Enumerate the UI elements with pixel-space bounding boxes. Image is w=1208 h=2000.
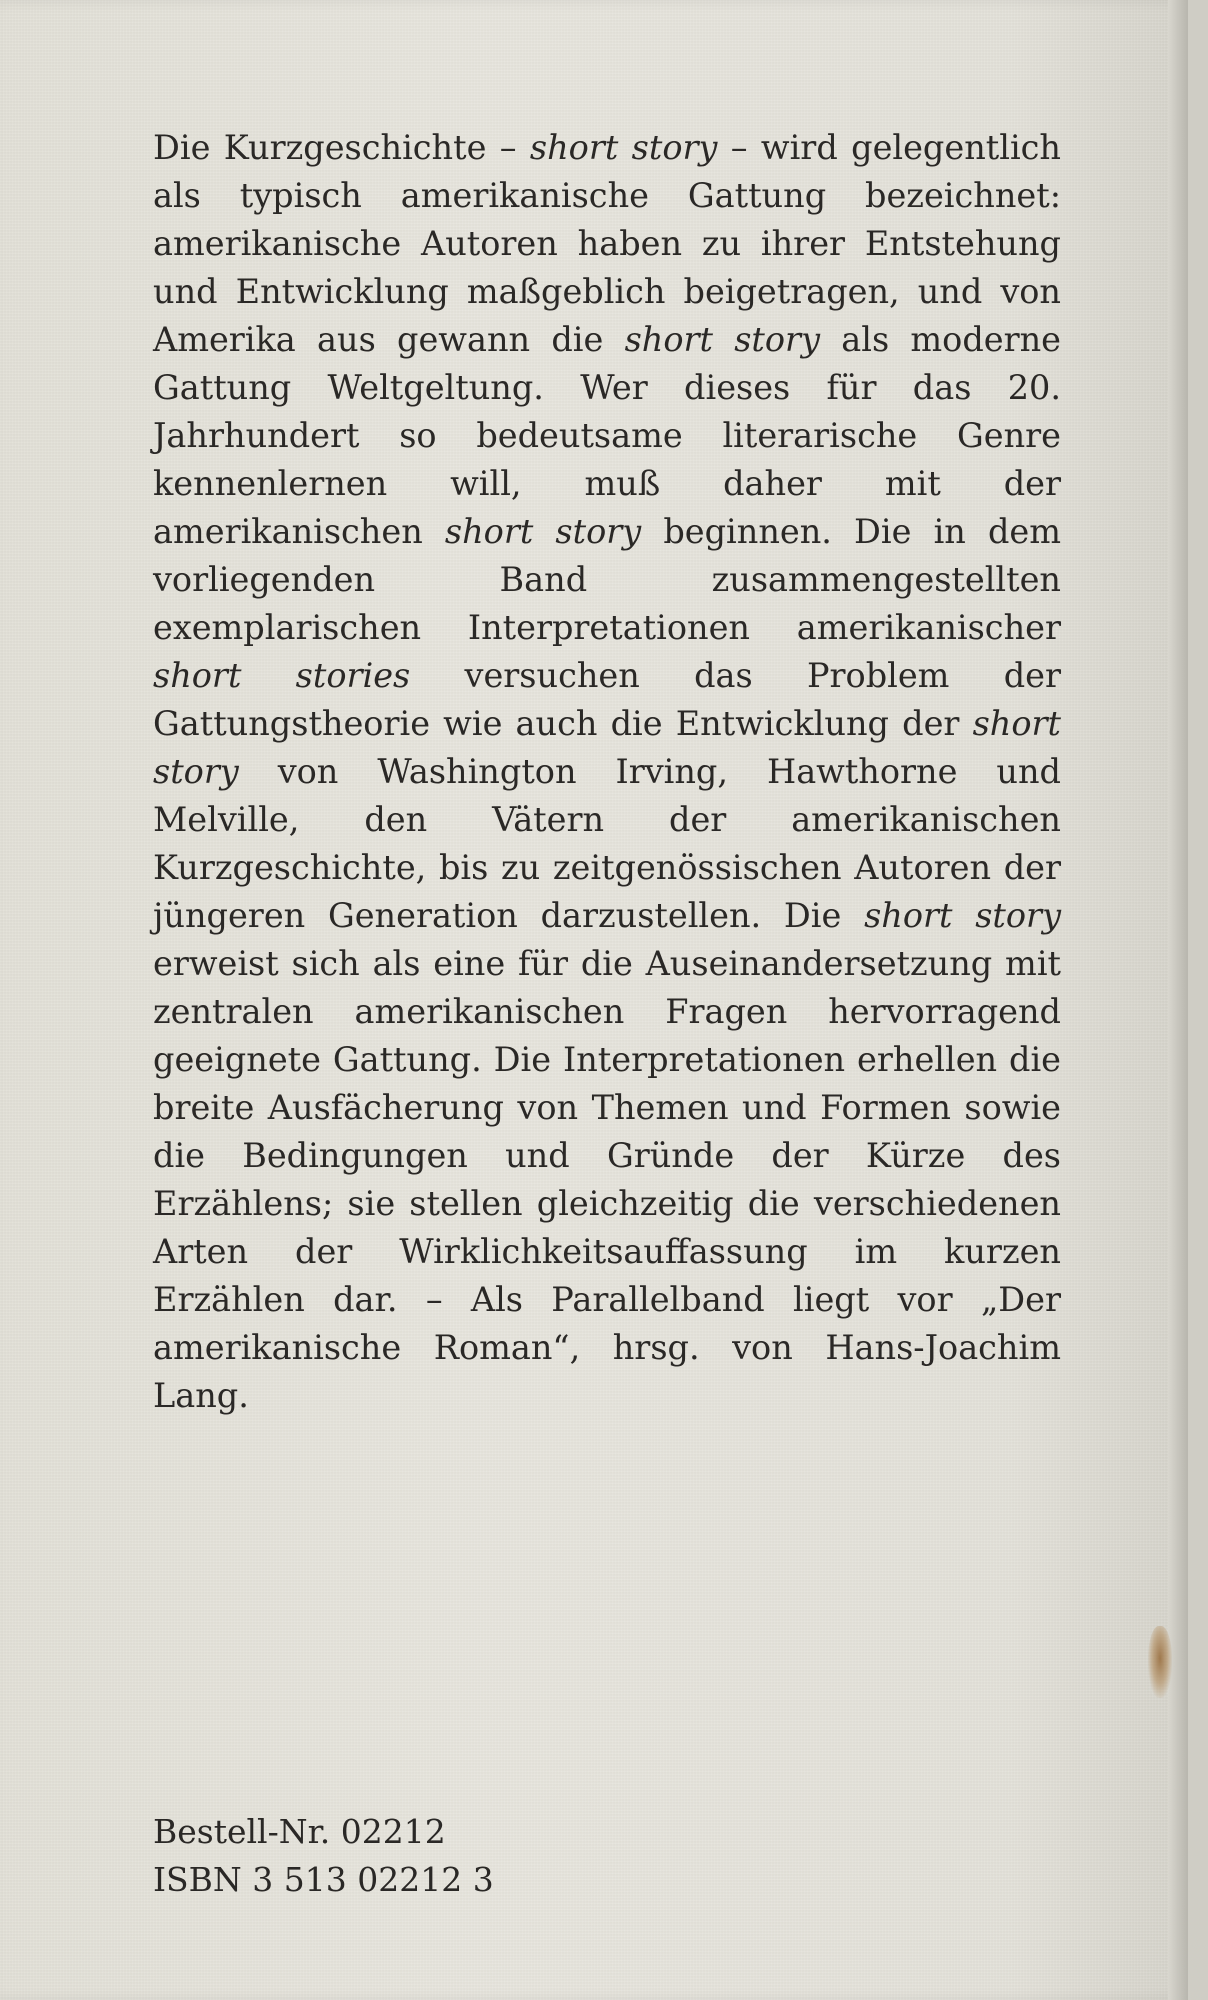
- order-number: Bestell-Nr. 02212: [153, 1812, 446, 1851]
- blurb-text: Die Kurzgeschichte – short story – wird gelegentlich als typisch amerikanische Gattung bezeichnet: amerikanische Autoren haben zu ihrer Entstehung und Entwicklung maßgeblich beigetragen, und von Amerika aus gewann die short story als moderne Gattung Weltgeltung. Wer dieses für das 20. Jahrhundert so bedeutsame literarische Genre kennenlernen will, muß daher mit der amerikanischen short story beginnen. Die in dem vorliegenden Band zusammengestellten exemplarischen Interpretationen amerikanischer short stories versuchen das Problem der Gattungstheorie wie auch die Entwicklung der short story von Washington Irving, Hawthorne und Melville, den Vätern der amerikanischen Kurzgeschichte, bis zu zeitgenössischen Autoren der jüngeren Generation darzustellen. Die short story erweist sich als eine für die Auseinandersetzung mit zentralen amerikanischen Fragen hervorragend geeignete Gattung. Die Interpretationen erhellen die breite Ausfächerung von Themen und Formen sowie die Bedingungen und Gründe der Kürze des Erzählens; sie stellen gleichzeitig die verschiedenen Arten der Wirklichkeitsauffassung im kurzen Erzählen dar. – Als Parallelband liegt vor „Der amerikanische Roman“, hrsg. von Hans-Joachim Lang.: [153, 128, 1062, 1415]
- isbn: ISBN 3 513 02212 3: [153, 1860, 494, 1899]
- cover-stain: [1148, 1626, 1172, 1698]
- cover-edge: [1168, 0, 1188, 2000]
- order-info: [153, 1808, 494, 1904]
